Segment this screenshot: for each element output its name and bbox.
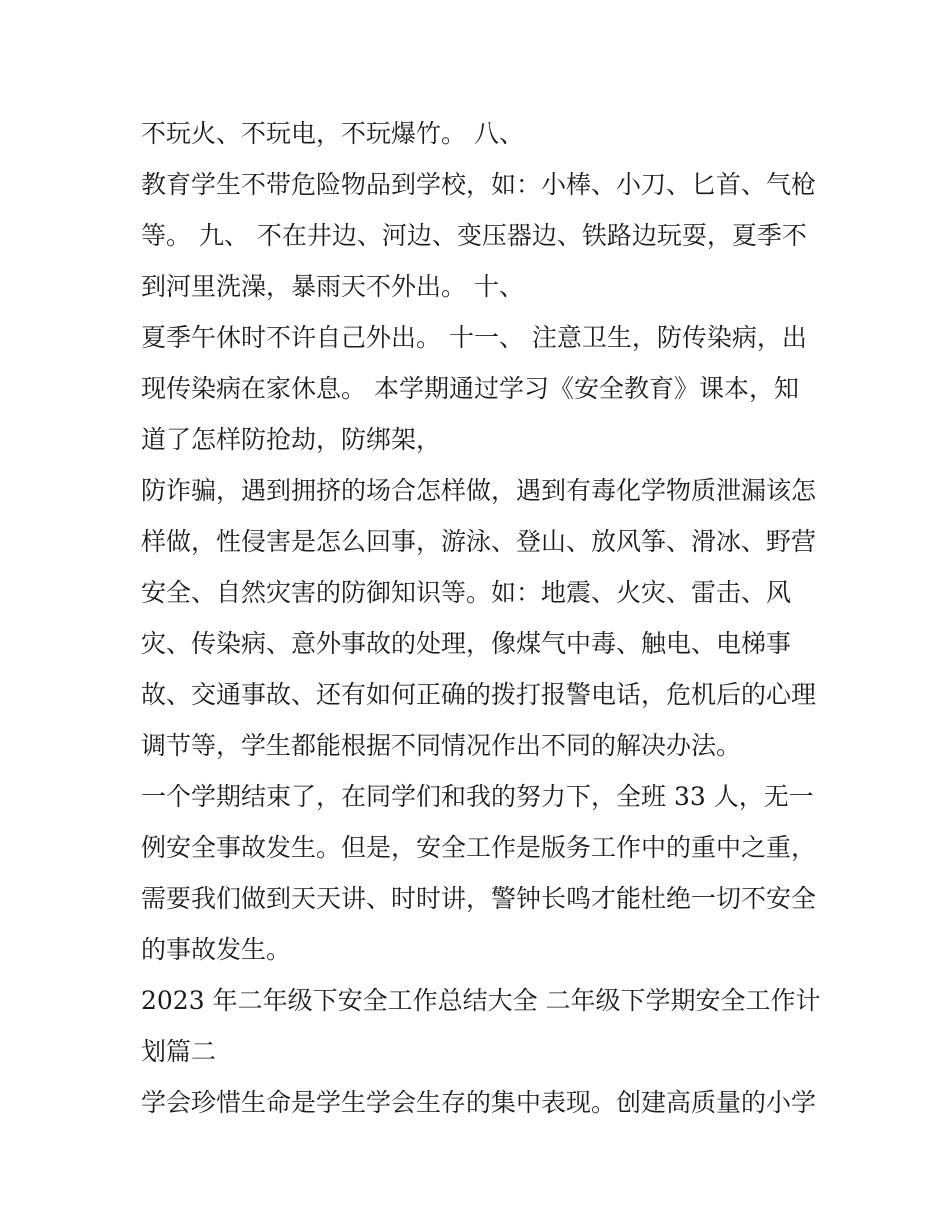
text-line: 夏季午休时不许自己外出。 十一、 注意卫生，防传染病，出 <box>141 323 807 352</box>
text-line: 现传染病在家休息。 本学期通过学习《安全教育》课本，知 <box>141 374 799 403</box>
text-line: 的事故发生。 <box>141 935 292 964</box>
text-line: 学会珍惜生命是学生学会生存的集中表现。创建高质量的小学 <box>141 1088 817 1117</box>
text-line: 例安全事故发生。但是，安全工作是版务工作中的重中之重， <box>141 833 817 862</box>
section-heading-line: 划篇二 <box>141 1037 217 1066</box>
text-line: 故、交通事故、还有如何正确的拨打报警电话，危机后的心理 <box>141 680 817 709</box>
text-line: 一个学期结束了，在同学们和我的努力下，全班 33 人，无一 <box>141 782 814 811</box>
text-line: 等。 九、 不在井边、河边、变压器边、铁路边玩耍，夏季不 <box>141 221 807 250</box>
body-text <box>141 108 821 1128</box>
text-line: 防诈骗，遇到拥挤的场合怎样做，遇到有毒化学物质泄漏该怎 <box>141 476 817 505</box>
text-line: 样做，性侵害是怎么回事，游泳、登山、放风筝、滑冰、野营 <box>141 527 817 556</box>
text-line: 不玩火、不玩电，不玩爆竹。 八、 <box>141 119 524 148</box>
text-line: 到河里洗澡，暴雨天不外出。 十、 <box>141 272 524 301</box>
section-heading-line: 2023 年二年级下安全工作总结大全 二年级下学期安全工作计 <box>141 986 821 1015</box>
text-line: 需要我们做到天天讲、时时讲，警钟长鸣才能杜绝一切不安全 <box>141 884 817 913</box>
text-line: 调节等，学生都能根据不同情况作出不同的解决办法。 <box>141 731 742 760</box>
text-line: 教育学生不带危险物品到学校，如：小棒、小刀、匕首、气枪 <box>141 170 817 199</box>
text-line: 道了怎样防抢劫，防绑架， <box>141 425 442 454</box>
text-line: 灾、传染病、意外事故的处理，像煤气中毒、触电、电梯事 <box>141 629 792 658</box>
text-line: 安全、自然灾害的防御知识等。如：地震、火灾、雷击、风 <box>141 578 792 607</box>
